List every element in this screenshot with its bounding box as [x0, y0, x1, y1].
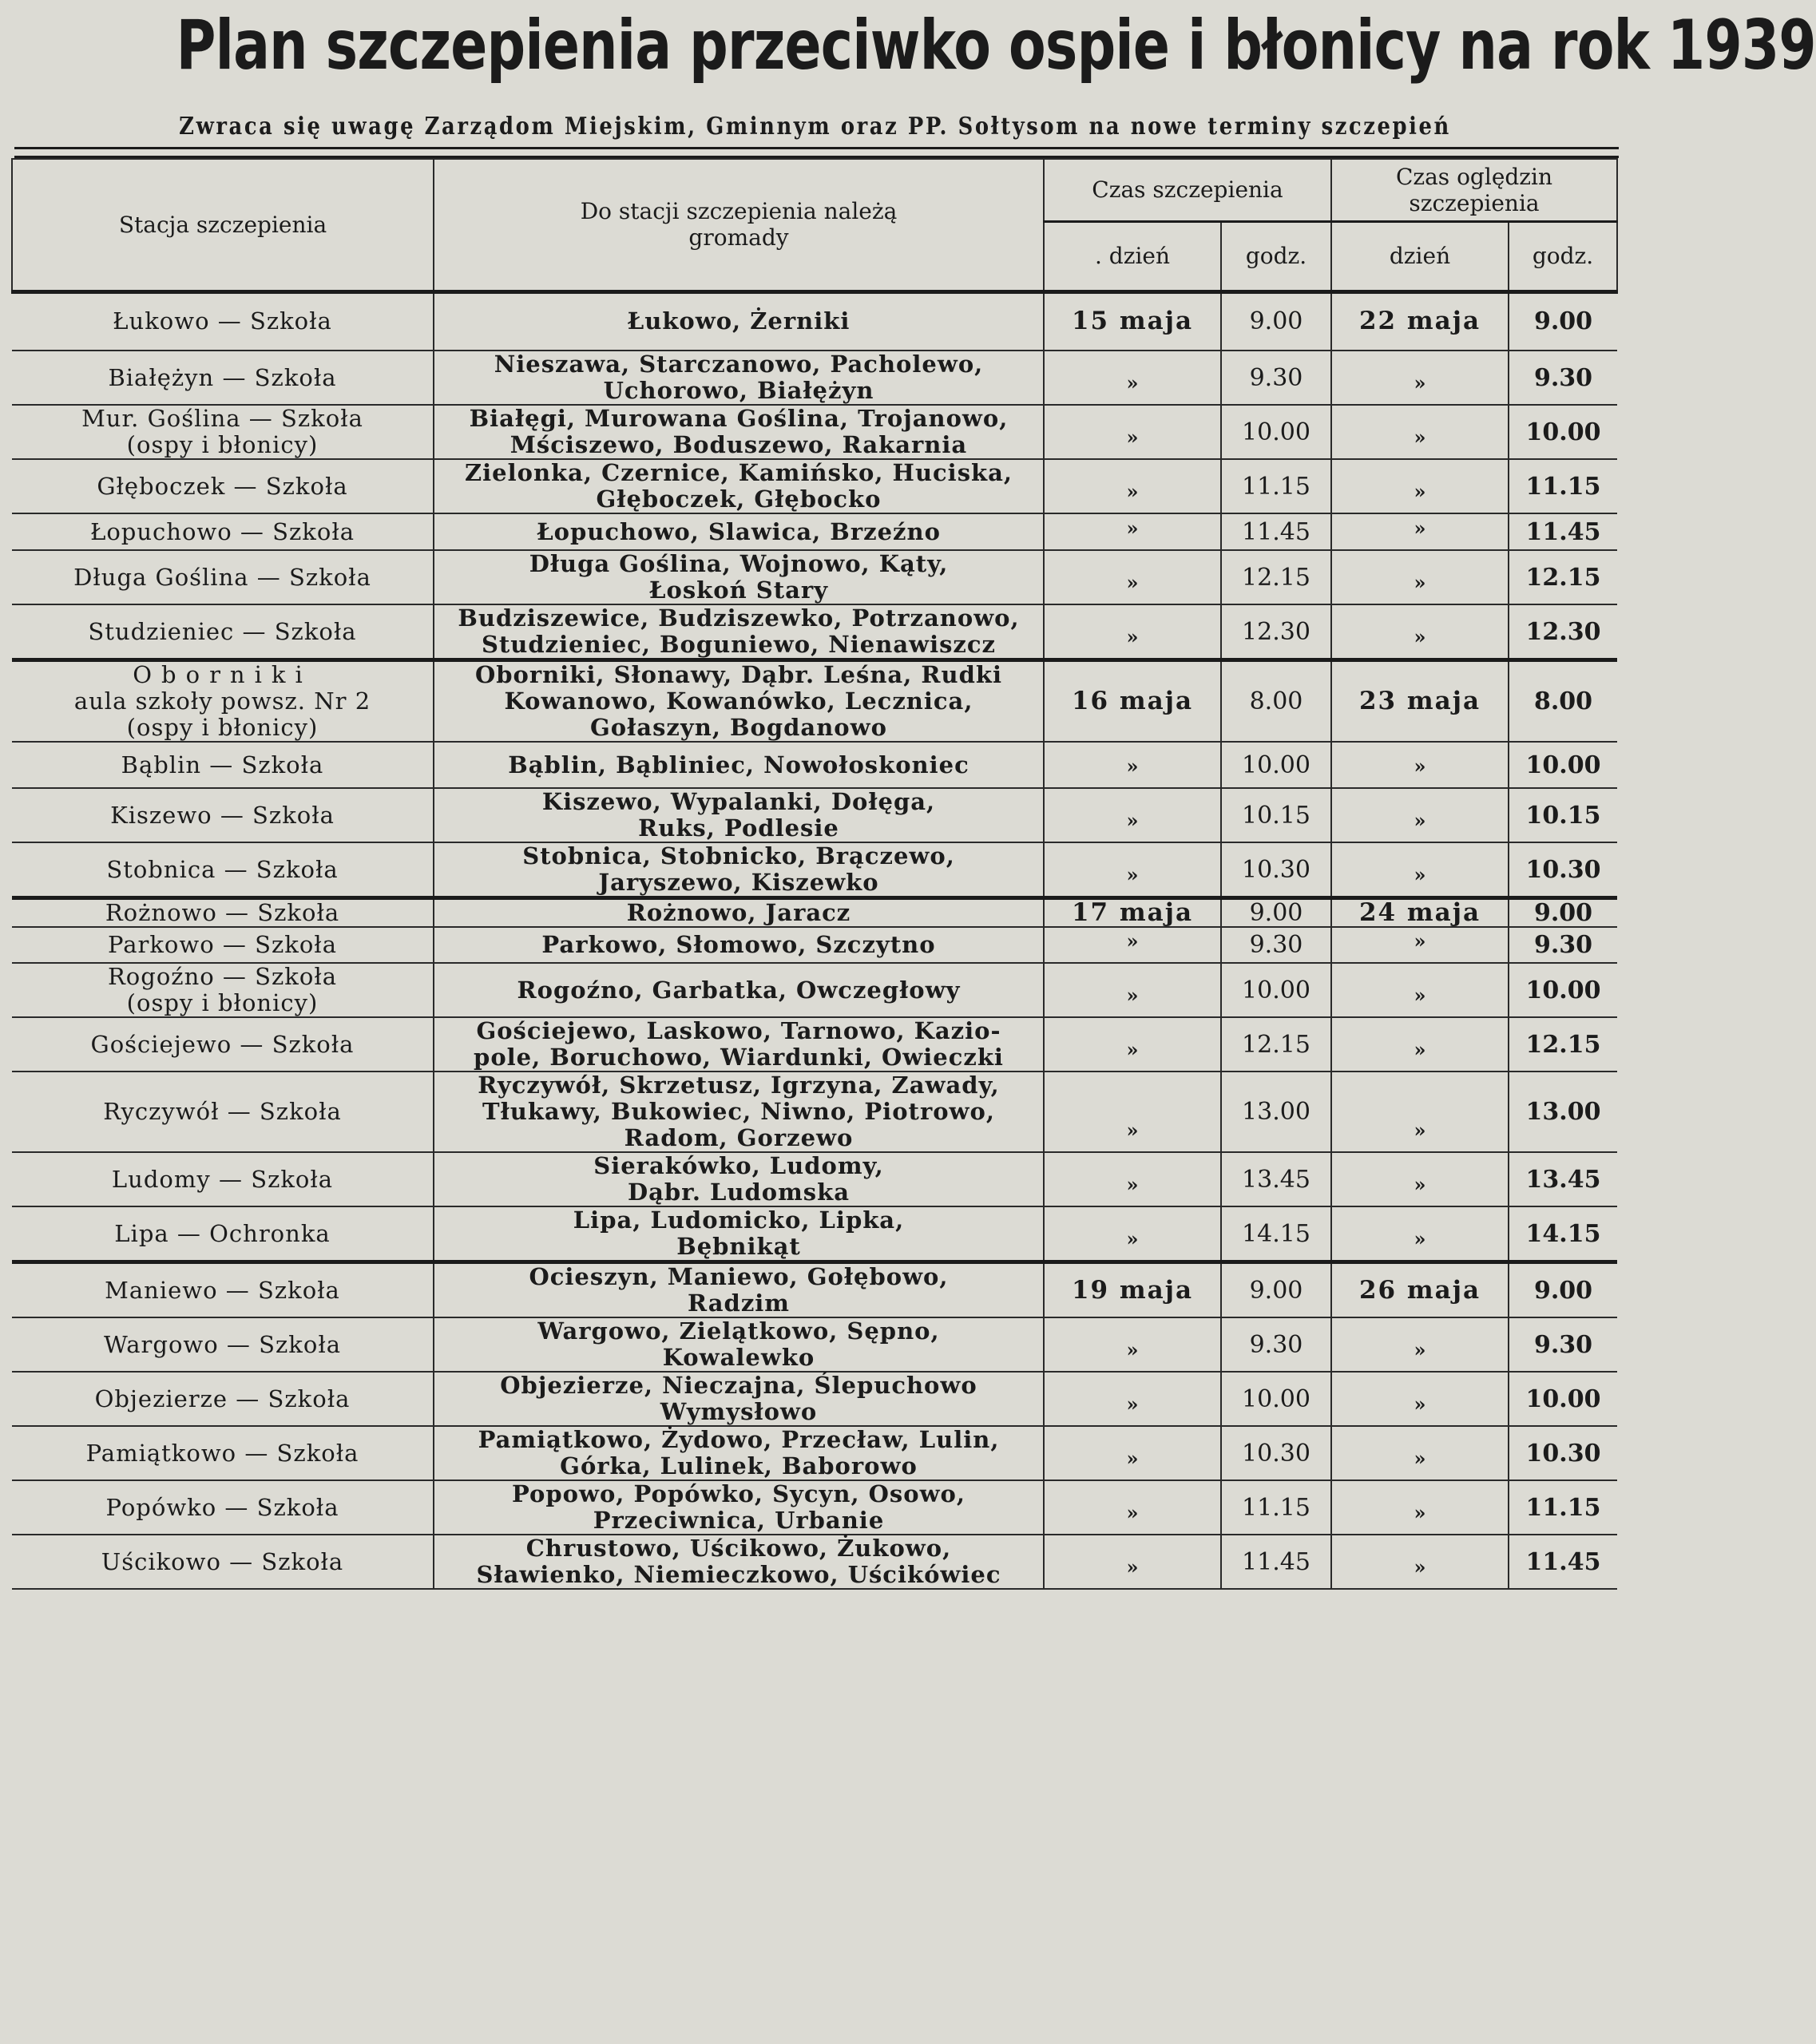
hour2-cell: 13.45 [1509, 1152, 1617, 1206]
villages-line: Parkowo, Słomowo, Szczytno [541, 931, 936, 958]
villages-line: Głęboczek, Głębocko [596, 485, 882, 513]
hour2-cell: 12.30 [1509, 604, 1617, 660]
hour-cell: 8.00 [1221, 660, 1331, 743]
villages-line: Budziszewice, Budziszewko, Potrzanowo, [458, 604, 1020, 632]
villages-line: Gołaszyn, Bogdanowo [590, 714, 887, 741]
day2-cell: » [1331, 1017, 1509, 1072]
station-line: Parkowo — Szkoła [108, 931, 337, 958]
day2-cell: » [1331, 351, 1509, 405]
table-row [12, 351, 1617, 405]
hour2-cell: 10.15 [1509, 788, 1617, 842]
hour-cell: 11.15 [1221, 1480, 1331, 1535]
table-row [12, 1072, 1617, 1152]
villages-line: Objezierze, Nieczajna, Ślepuchowo [500, 1372, 977, 1399]
day-cell: » [1044, 742, 1221, 788]
villages-line: Kiszewo, Wypalanki, Dołęga, [541, 788, 936, 815]
villages-cell [434, 1152, 1044, 1206]
day-cell: » [1044, 927, 1221, 963]
title-rule [14, 147, 1619, 158]
hour-cell: 12.15 [1221, 550, 1331, 604]
villages-line: pole, Boruchowo, Wiardunki, Owieczki [474, 1044, 1004, 1071]
station-cell [12, 351, 434, 405]
station-cell [12, 963, 434, 1017]
station-line: (ospy i błonicy) [126, 989, 319, 1016]
villages-cell [434, 898, 1044, 928]
hour-cell: 9.30 [1221, 927, 1331, 963]
header-day2: dzień [1331, 221, 1509, 291]
villages-cell [434, 1262, 1044, 1318]
villages-line: Ryczywół, Skrzetusz, Igrzyna, Zawady, [478, 1072, 1000, 1099]
day-cell: » [1044, 550, 1221, 604]
hour2-cell: 9.30 [1509, 1317, 1617, 1372]
table-row [12, 1317, 1617, 1372]
day-cell: » [1044, 1017, 1221, 1072]
villages-line: Jaryszewo, Kiszewko [598, 869, 879, 896]
villages-line: Kowanowo, Kowanówko, Lecznica, [504, 687, 973, 715]
table-row [12, 550, 1617, 604]
hour-cell: 10.15 [1221, 788, 1331, 842]
day-cell: 16 maja [1044, 660, 1221, 743]
villages-line: Radzim [687, 1289, 790, 1317]
day-cell: » [1044, 351, 1221, 405]
hour2-cell: 12.15 [1509, 550, 1617, 604]
villages-cell [434, 550, 1044, 604]
page-title: Plan szczepienia przeciwko ospie i błonicy na rok 1939 [176, 6, 1816, 85]
table-row [12, 788, 1617, 842]
station-line: Rogoźno — Szkoła [107, 963, 338, 990]
villages-line: Długa Goślina, Wojnowo, Kąty, [529, 550, 949, 577]
station-line: Stobnica — Szkoła [106, 855, 339, 883]
hour2-cell: 11.45 [1509, 1535, 1617, 1589]
station-cell [12, 1535, 434, 1589]
station-cell [12, 788, 434, 842]
villages-cell [434, 660, 1044, 743]
table-row [12, 459, 1617, 513]
day2-cell: » [1331, 742, 1509, 788]
villages-cell [434, 604, 1044, 660]
villages-line: Bąblin, Bąbliniec, Nowołoskoniec [508, 751, 969, 778]
header-villages-text: Do stacji szczepienia należą gromady [580, 198, 898, 252]
villages-line: Sierakówko, Ludomy, [593, 1152, 884, 1179]
station-cell [12, 405, 434, 459]
day-cell: » [1044, 1426, 1221, 1480]
villages-cell [434, 351, 1044, 405]
hour-cell: 9.30 [1221, 351, 1331, 405]
station-cell [12, 927, 434, 963]
station-line: Głęboczek — Szkoła [97, 472, 348, 500]
header-villages [434, 159, 1044, 291]
day-cell: » [1044, 1072, 1221, 1152]
table-row [12, 1017, 1617, 1072]
villages-cell [434, 1206, 1044, 1262]
villages-cell [434, 963, 1044, 1017]
day2-cell: » [1331, 1206, 1509, 1262]
schedule-body [12, 291, 1617, 1589]
station-cell [12, 898, 434, 928]
villages-cell [434, 1317, 1044, 1372]
day2-cell: » [1331, 604, 1509, 660]
villages-cell [434, 1426, 1044, 1480]
station-line: Studzieniec — Szkoła [88, 617, 357, 645]
villages-cell [434, 927, 1044, 963]
villages-cell [434, 513, 1044, 550]
villages-line: Sławienko, Niemieczkowo, Uścikówiec [476, 1561, 1001, 1588]
table-row [12, 742, 1617, 788]
villages-line: Chrustowo, Uścikowo, Żukowo, [525, 1535, 952, 1562]
day-cell: » [1044, 459, 1221, 513]
station-cell [12, 1017, 434, 1072]
station-cell [12, 550, 434, 604]
header-inspect-time [1331, 159, 1617, 221]
station-line: Gościejewo — Szkoła [90, 1030, 355, 1058]
villages-line: Popowo, Popówko, Sycyn, Osowo, [512, 1480, 965, 1507]
villages-line: Gościejewo, Laskowo, Tarnowo, Kazio- [476, 1017, 1001, 1044]
villages-line: Białęgi, Murowana Goślina, Trojanowo, [469, 405, 1009, 432]
station-cell [12, 459, 434, 513]
villages-line: Ruks, Podlesie [638, 814, 839, 842]
header-station: Stacja szczepienia [12, 159, 434, 291]
hour2-cell: 11.15 [1509, 1480, 1617, 1535]
hour2-cell: 10.00 [1509, 1372, 1617, 1426]
day2-cell: » [1331, 1152, 1509, 1206]
day-cell: » [1044, 1535, 1221, 1589]
station-line: Ludomy — Szkoła [111, 1165, 334, 1193]
table-row [12, 898, 1617, 928]
hour2-cell: 9.00 [1509, 898, 1617, 928]
villages-line: Zielonka, Czernice, Kamińsko, Huciska, [464, 459, 1013, 486]
hour-cell: 12.30 [1221, 604, 1331, 660]
station-line: Objezierze — Szkoła [94, 1384, 351, 1412]
station-cell [12, 1152, 434, 1206]
header-day: . dzień [1044, 221, 1221, 291]
villages-cell [434, 459, 1044, 513]
table-row [12, 1206, 1617, 1262]
station-line: Wargowo — Szkoła [103, 1330, 342, 1358]
day2-cell: » [1331, 963, 1509, 1017]
villages-line: Łoskoń Stary [648, 576, 829, 604]
hour2-cell: 11.15 [1509, 459, 1617, 513]
day-cell: » [1044, 1152, 1221, 1206]
station-cell [12, 1262, 434, 1318]
hour-cell: 10.00 [1221, 742, 1331, 788]
day2-cell: 24 maja [1331, 898, 1509, 928]
villages-line: Górka, Lulinek, Baborowo [560, 1452, 918, 1480]
day-cell: » [1044, 1206, 1221, 1262]
hour-cell: 11.15 [1221, 459, 1331, 513]
day2-cell: 22 maja [1331, 291, 1509, 351]
day2-cell: 23 maja [1331, 660, 1509, 743]
day2-cell: » [1331, 1372, 1509, 1426]
table-row [12, 1262, 1617, 1318]
villages-line: Łopuchowo, Slawica, Brzeźno [537, 517, 941, 545]
day2-cell: » [1331, 927, 1509, 963]
station-cell [12, 1426, 434, 1480]
table-row [12, 1480, 1617, 1535]
villages-line: Łukowo, Żerniki [627, 307, 851, 335]
villages-line: Stobnica, Stobnicko, Brączewo, [522, 842, 955, 869]
hour2-cell: 10.00 [1509, 742, 1617, 788]
station-cell [12, 1072, 434, 1152]
day2-cell: » [1331, 1535, 1509, 1589]
hour2-cell: 11.45 [1509, 513, 1617, 550]
station-cell [12, 1372, 434, 1426]
station-cell [12, 604, 434, 660]
header-vacc-time: Czas szczepienia [1044, 159, 1331, 221]
station-line: Ryczywół — Szkoła [103, 1098, 342, 1125]
day2-cell: » [1331, 842, 1509, 898]
hour-cell: 11.45 [1221, 513, 1331, 550]
day-cell: » [1044, 963, 1221, 1017]
villages-line: Wargowo, Zielątkowo, Sępno, [537, 1317, 940, 1345]
day2-cell: » [1331, 513, 1509, 550]
station-line: Oborniki [133, 661, 312, 688]
hour-cell: 12.15 [1221, 1017, 1331, 1072]
table-row [12, 1372, 1617, 1426]
hour-cell: 9.30 [1221, 1317, 1331, 1372]
station-line: Rożnowo — Szkoła [105, 899, 340, 926]
day2-cell: » [1331, 1317, 1509, 1372]
hour-cell: 14.15 [1221, 1206, 1331, 1262]
hour-cell: 11.45 [1221, 1535, 1331, 1589]
hour2-cell: 9.30 [1509, 351, 1617, 405]
station-cell [12, 842, 434, 898]
day-cell: » [1044, 1317, 1221, 1372]
villages-cell [434, 405, 1044, 459]
hour-cell: 9.00 [1221, 898, 1331, 928]
hour-cell: 9.00 [1221, 1262, 1331, 1318]
hour2-cell: 10.30 [1509, 842, 1617, 898]
day2-cell: » [1331, 550, 1509, 604]
station-line: Łukowo — Szkoła [113, 307, 332, 335]
table-row [12, 291, 1617, 351]
villages-cell [434, 842, 1044, 898]
page-subtitle: Zwraca się uwagę Zarządom Miejskim, Gminnym oraz PP. Sołtysom na nowe terminy szczepień [179, 113, 1451, 141]
villages-line: Mściszewo, Boduszewo, Rakarnia [510, 431, 968, 458]
station-line: Maniewo — Szkoła [105, 1276, 340, 1304]
day2-cell: » [1331, 788, 1509, 842]
day2-cell: 26 maja [1331, 1262, 1509, 1318]
hour2-cell: 8.00 [1509, 660, 1617, 743]
station-line: Popówko — Szkoła [105, 1493, 339, 1521]
day-cell: » [1044, 604, 1221, 660]
table-row [12, 1426, 1617, 1480]
villages-cell [434, 742, 1044, 788]
station-line: Łopuchowo — Szkoła [89, 517, 355, 545]
day-cell: » [1044, 405, 1221, 459]
station-cell [12, 513, 434, 550]
day-cell: » [1044, 788, 1221, 842]
villages-cell [434, 1072, 1044, 1152]
villages-cell [434, 1535, 1044, 1589]
header-hour2: godz. [1509, 221, 1617, 291]
station-line: Kiszewo — Szkoła [110, 801, 335, 829]
hour2-cell: 9.00 [1509, 291, 1617, 351]
station-cell [12, 1480, 434, 1535]
hour2-cell: 9.00 [1509, 1262, 1617, 1318]
station-line: Mur. Goślina — Szkoła [81, 405, 363, 432]
villages-line: Nieszawa, Starczanowo, Pacholewo, [494, 351, 984, 378]
station-cell [12, 660, 434, 743]
station-cell [12, 742, 434, 788]
hour2-cell: 10.00 [1509, 405, 1617, 459]
villages-line: Rożnowo, Jaracz [626, 899, 851, 926]
table-row [12, 963, 1617, 1017]
station-line: Pamiątkowo — Szkoła [85, 1439, 359, 1467]
station-line: (ospy i błonicy) [126, 431, 319, 458]
villages-line: Kowalewko [662, 1344, 815, 1371]
villages-line: Ocieszyn, Maniewo, Gołębowo, [529, 1263, 949, 1290]
hour-cell: 10.30 [1221, 1426, 1331, 1480]
hour2-cell: 12.15 [1509, 1017, 1617, 1072]
villages-line: Przeciwnica, Urbanie [593, 1507, 885, 1534]
station-line: Długa Goślina — Szkoła [73, 563, 371, 591]
hour2-cell: 14.15 [1509, 1206, 1617, 1262]
table-row [12, 1535, 1617, 1589]
station-line: aula szkoły powsz. Nr 2 [73, 687, 371, 715]
hour2-cell: 9.30 [1509, 927, 1617, 963]
vaccination-schedule-table [11, 158, 1618, 1590]
day-cell: 15 maja [1044, 291, 1221, 351]
villages-cell [434, 1372, 1044, 1426]
day-cell: » [1044, 842, 1221, 898]
villages-line: Rogoźno, Garbatka, Owczegłowy [517, 976, 961, 1004]
hour2-cell: 10.30 [1509, 1426, 1617, 1480]
header-hour: godz. [1221, 221, 1331, 291]
station-line: Bąblin — Szkoła [121, 751, 324, 778]
table-row [12, 842, 1617, 898]
day2-cell: » [1331, 1426, 1509, 1480]
hour-cell: 10.00 [1221, 1372, 1331, 1426]
hour2-cell: 10.00 [1509, 963, 1617, 1017]
hour2-cell: 13.00 [1509, 1072, 1617, 1152]
table-row [12, 660, 1617, 743]
day-cell: » [1044, 1372, 1221, 1426]
villages-cell [434, 291, 1044, 351]
villages-line: Lipa, Ludomicko, Lipka, [573, 1206, 905, 1234]
hour-cell: 13.00 [1221, 1072, 1331, 1152]
villages-line: Uchorowo, Białężyn [603, 377, 874, 404]
hour-cell: 9.00 [1221, 291, 1331, 351]
table-row [12, 604, 1617, 660]
station-line: (ospy i błonicy) [126, 714, 319, 741]
table-row [12, 1152, 1617, 1206]
villages-cell [434, 788, 1044, 842]
day2-cell: » [1331, 1480, 1509, 1535]
header-inspect-time-text: Czas oględzin szczepienia [1395, 163, 1553, 216]
station-line: Białężyn — Szkoła [108, 363, 337, 391]
day2-cell: » [1331, 405, 1509, 459]
villages-cell [434, 1017, 1044, 1072]
villages-cell [434, 1480, 1044, 1535]
villages-line: Dąbr. Ludomska [627, 1178, 851, 1206]
station-line: Uścikowo — Szkoła [101, 1547, 344, 1575]
villages-line: Bębnikąt [676, 1233, 801, 1260]
hour-cell: 13.45 [1221, 1152, 1331, 1206]
villages-line: Radom, Gorzewo [624, 1124, 854, 1151]
day-cell: » [1044, 1480, 1221, 1535]
day-cell: 19 maja [1044, 1262, 1221, 1318]
day-cell: » [1044, 513, 1221, 550]
hour-cell: 10.00 [1221, 405, 1331, 459]
villages-line: Oborniki, Słonawy, Dąbr. Leśna, Rudki [475, 661, 1002, 688]
station-cell [12, 291, 434, 351]
station-line: Lipa — Ochronka [114, 1219, 331, 1247]
table-row [12, 927, 1617, 963]
villages-line: Wymysłowo [660, 1398, 818, 1425]
station-cell [12, 1206, 434, 1262]
villages-line: Studzieniec, Boguniewo, Nienawiszcz [481, 631, 997, 658]
hour-cell: 10.00 [1221, 963, 1331, 1017]
table-row [12, 405, 1617, 459]
table-row [12, 513, 1617, 550]
hour-cell: 10.30 [1221, 842, 1331, 898]
villages-line: Tłukawy, Bukowiec, Niwno, Piotrowo, [482, 1098, 995, 1125]
station-cell [12, 1317, 434, 1372]
day-cell: 17 maja [1044, 898, 1221, 928]
villages-line: Pamiątkowo, Żydowo, Przecław, Lulin, [478, 1426, 1000, 1453]
day2-cell: » [1331, 1072, 1509, 1152]
day2-cell: » [1331, 459, 1509, 513]
